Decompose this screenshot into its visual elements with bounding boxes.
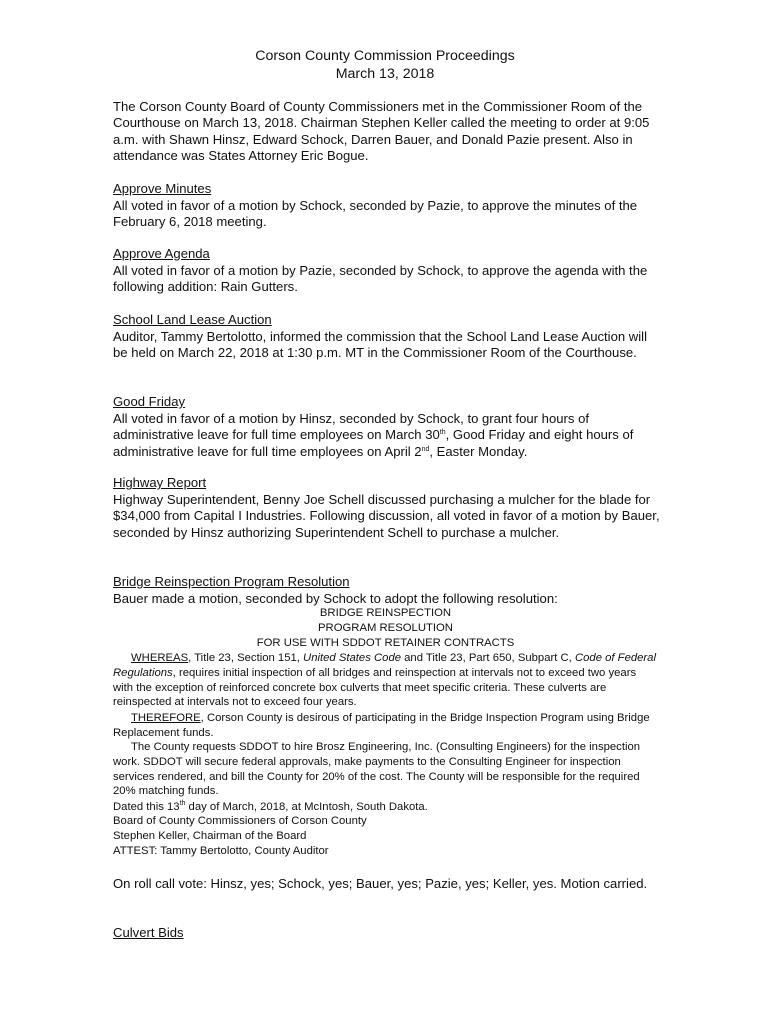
roll-call-paragraph: On roll call vote: Hinsz, yes; Schock, yes; Bauer, yes; Pazie, yes; Keller, yes. Motion carried. [113, 876, 648, 891]
lease-paragraph: Auditor, Tammy Bertolotto, informed the commission that the School Land Lease Auction will be held on March 22, 2018 at 1:30 p.m. MT in the Commissioner Room of the Courthouse. [113, 329, 647, 361]
good-friday-text-b: , Good Friday and eight hours of administrative leave for full time employees on April 2 [113, 427, 634, 459]
whereas-word: WHEREAS [131, 652, 189, 664]
therefore-word: THEREFORE [131, 712, 201, 724]
lease-heading: School Land Lease Auction [113, 312, 272, 327]
document-date: March 13, 2018 [335, 66, 435, 82]
signature-line-board: Board of County Commissioners of Corson County [113, 815, 367, 827]
resolution-title-line-1: BRIDGE REINSPECTION [319, 607, 452, 619]
minutes-paragraph: All voted in favor of a motion by Schock, seconded by Pazie, to approve the minutes of the February 6, 2018 meeting. [113, 198, 638, 230]
good-friday-sup-b: nd [421, 445, 430, 453]
signature-line-chairman: Stephen Keller, Chairman of the Board [113, 830, 307, 842]
highway-paragraph: Highway Superintendent, Benny Joe Schell discussed purchasing a mulcher for the blade for $34,000 from Capital I Industries. Following discussion, all voted in favor of a motion by Bauer, seconded by Hinsz authorizing Superintendent Schell to purchase a mulcher. [113, 492, 660, 540]
whereas-italic-cfr: Code of Federal Regulations [113, 652, 656, 679]
dated-text-b: day of March, 2018, at McIntosh, South Dakota. [185, 801, 428, 813]
agenda-paragraph: All voted in favor of a motion by Pazie, seconded by Schock, to approve the agenda with the following addition: Rain Gutters. [113, 263, 648, 295]
good-friday-heading: Good Friday [113, 394, 186, 409]
intro-paragraph: The Corson County Board of County Commissioners met in the Commissioner Room of the Courthouse on March 13, 2018. Chairman Stephen Keller called the meeting to order at 9:05 a.m. with Shawn Hinsz, Edward Schock, Darren Bauer, and Donald Pazie present. Also in attendance was States Attorney Eric Bogue. [113, 99, 650, 163]
whereas-text-c: , requires initial inspection of all bridges and reinspection at intervals not to exceed two years with the exception of reinforced concrete box culverts that meet specific criteria. These culverts are reinspected at intervals not to exceed four years. [113, 666, 637, 709]
document-title: Corson County Commission Proceedings [255, 48, 515, 64]
resolution-title-line-2: PROGRAM RESOLUTION [318, 622, 453, 634]
culvert-bids-heading: Culvert Bids [113, 925, 184, 940]
good-friday-text-a: All voted in favor of a motion by Hinsz, seconded by Schock, to grant four hours of administrative leave for full time employees on March 30 [113, 411, 589, 443]
dated-text-a: Dated this 13 [113, 801, 180, 813]
dated-line [113, 800, 658, 815]
resolution-title-line-3: FOR USE WITH SDDOT RETAINER CONTRACTS [256, 637, 515, 649]
good-friday-sup-a: th [439, 429, 446, 437]
dated-sup: th [179, 800, 186, 807]
county-request-paragraph [113, 740, 658, 799]
minutes-heading: Approve Minutes [113, 181, 212, 196]
therefore-paragraph [113, 711, 658, 741]
whereas-text-b: and Title 23, Part 650, Subpart C, [401, 652, 575, 664]
whereas-italic-usc: United States Code [303, 652, 402, 664]
good-friday-text-c: , Easter Monday. [429, 443, 528, 459]
agenda-heading: Approve Agenda [113, 246, 210, 261]
bridge-intro: Bauer made a motion, seconded by Schock to adopt the following resolution: [113, 591, 558, 606]
highway-heading: Highway Report [113, 475, 207, 490]
county-request-text: The County requests SDDOT to hire Brosz Engineering, Inc. (Consulting Engineers) for the inspection work. SDDOT will secure federal approvals, make payments to the Consulting Engineer for inspection services rendered, and bill the County for 20% of the cost. The County will be responsible for the required 20% matching funds. [113, 741, 641, 798]
good-friday-paragraph [113, 411, 663, 460]
signature-line-attest: ATTEST: Tammy Bertolotto, County Auditor [113, 845, 329, 857]
bridge-heading: Bridge Reinspection Program Resolution [113, 574, 350, 589]
whereas-text-a: , Title 23, Section 151, [188, 652, 304, 664]
whereas-paragraph [113, 651, 658, 710]
therefore-text: , Corson County is desirous of participating in the Bridge Inspection Program using Bridge Replacement funds. [113, 712, 650, 739]
